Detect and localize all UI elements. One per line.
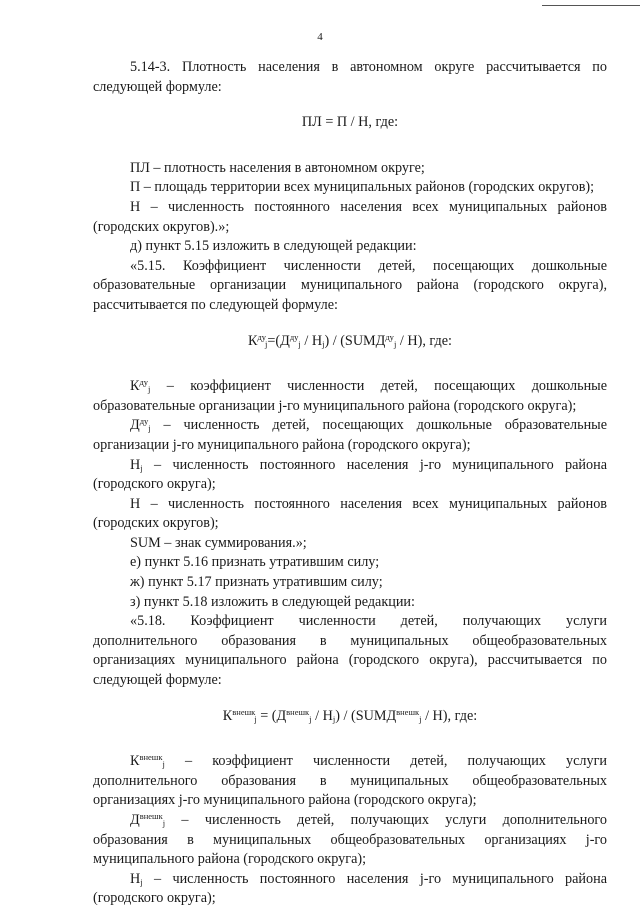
definition-n-j: $Н_j$ – численность постоянного населения j-го муниципального района (городского округа); [93,456,607,493]
definition-d-vneshk: $Д^{внешк}_j$ – численность детей, получающих услуги дополнительного образования в муниципальных общеобразовательных организациях j-го муниципального района (городского округа); [93,811,607,868]
definition-n-total: Н – численность постоянного населения всех муниципальных районов (городских округов); [93,495,607,532]
paragraph-item-d: д) пункт 5.15 изложить в следующей редакции: [130,238,417,255]
paragraph-item-e: е) пункт 5.16 признать утратившим силу; [130,554,380,571]
document-body [93,58,607,909]
definition-k-du: $К^{ду}_j$ – коэффициент численности детей, посещающих дошкольные образовательные организации j-го муниципального района (городского округа); [93,377,607,414]
paragraph-5-15: «5.15. Коэффициент численности детей, посещающих дошкольные образовательные организации муниципального района (городского округа), рассчитывается по следующей формуле: [93,257,607,313]
paragraph-5-18: «5.18. Коэффициент численности детей, получающих услуги дополнительного образования в муниципальных общеобразовательных организациях муниципального района (городского округа), рассчитывается по следующей формуле: [93,613,607,689]
definition-d-du: $Д^{ду}_j$ – численность детей, посещающих дошкольные образовательные организации j-го муниципального района (городского округа); [93,416,607,453]
page-number: 4 [317,31,323,43]
paragraph-item-zh: ж) пункт 5.17 признать утратившим силу; [130,574,383,591]
top-rule [542,5,640,6]
definition-p: П – площадь территории всех муниципальных районов (городских округов); [130,179,595,196]
definition-pl: ПЛ – плотность населения в автономном округе; [130,159,425,176]
paragraph-item-z: з) пункт 5.18 изложить в следующей редакции: [130,593,415,610]
definition-n: Н – численность постоянного населения всех муниципальных районов (городских округов).»; [93,198,607,235]
formula-density: ПЛ = П / Н, где: [301,114,399,131]
definition-sum: SUM – знак суммирования.»; [130,534,307,551]
formula-extracurricular-coefficient: $К^{внешк}_j = (Д^{внешк}_j / Н_j)$ / $(SUMД^{внешк}_j / Н)$, где: [222,706,478,724]
definition-n-j-2: $Н_j$ – численность постоянного населения j-го муниципального района (городского округа); [93,870,607,907]
formula-preschool-coefficient: $К^{ду}_j=(Д^{ду}_j / Н_j)$ / $(SUMД^{ду}_j / Н)$, где: [248,331,452,349]
paragraph-5-14-3: 5.14-3. Плотность населения в автономном округе рассчитывается по следующей формуле: [93,59,607,95]
definition-k-vneshk: $К^{внешк}_j$ – коэффициент численности детей, получающих услуги дополнительного образования в муниципальных общеобразовательных организациях j-го муниципального района (городского округа); [93,752,607,809]
